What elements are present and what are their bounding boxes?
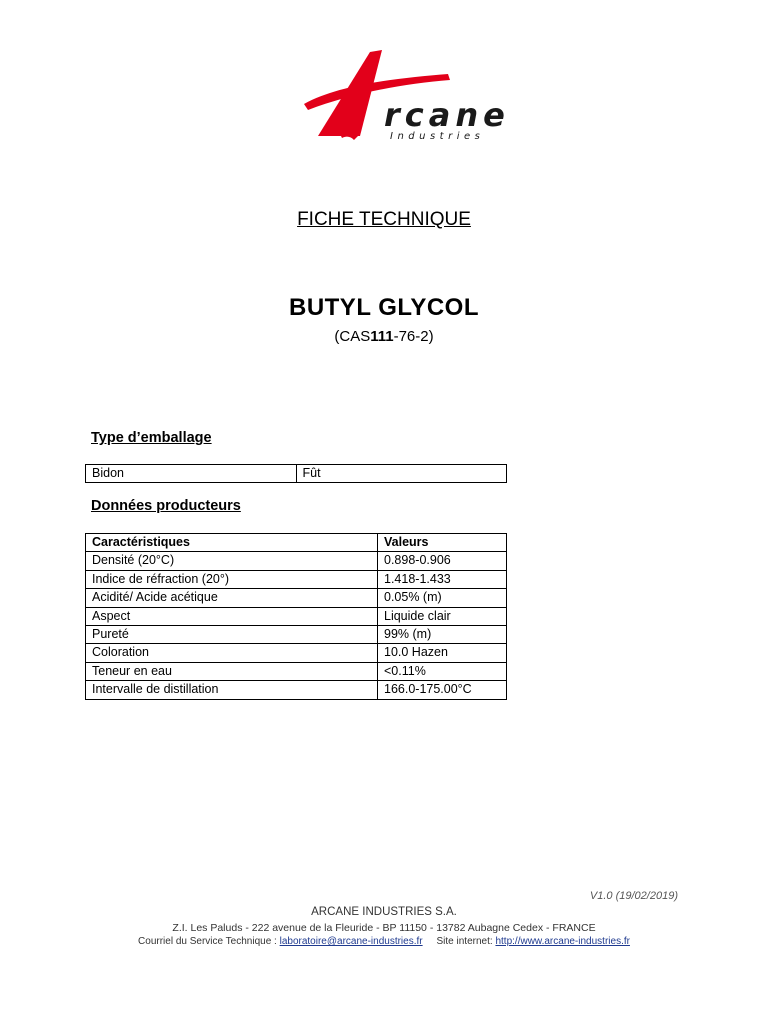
table-row: [86, 589, 507, 607]
packaging-table: [85, 464, 507, 483]
table-row: [86, 465, 507, 483]
footer-address: Z.I. Les Paluds - 222 avenue de la Fleuride - BP 11150 - 13782 Aubagne Cedex - FRANCE: [172, 922, 596, 934]
property-value: 0.05% (m): [378, 589, 507, 607]
producer-data-table: [85, 533, 507, 700]
property-value: Liquide clair: [378, 607, 507, 625]
cas-prefix: (CAS: [334, 328, 371, 345]
property-name: Intervalle de distillation: [86, 681, 378, 699]
property-value: 10.0 Hazen: [378, 644, 507, 662]
property-name: Acidité/ Acide acétique: [86, 589, 378, 607]
sheet-title: FICHE TECHNIQUE: [297, 209, 471, 230]
table-row: [86, 644, 507, 662]
table-row: [86, 626, 507, 644]
packaging-section-title: Type d’emballage: [91, 430, 212, 446]
property-name: Aspect: [86, 607, 378, 625]
table-row: [86, 662, 507, 680]
arcane-industries-logo: [300, 44, 510, 142]
logo-brand-text: rcane: [384, 96, 510, 134]
website-link[interactable]: http://www.arcane-industries.fr: [495, 936, 630, 947]
table-row: [86, 570, 507, 588]
site-label: Site internet:: [436, 936, 493, 947]
contact-label: Courriel du Service Technique :: [138, 936, 277, 947]
version-label: V1.0 (19/02/2019): [589, 890, 678, 902]
column-header: Caractéristiques: [86, 534, 378, 552]
producer-data-section-title: Données producteurs: [91, 498, 241, 514]
property-name: Densité (20°C): [86, 552, 378, 570]
table-header-row: [86, 534, 507, 552]
property-value: 166.0-175.00°C: [378, 681, 507, 699]
property-value: 99% (m): [378, 626, 507, 644]
property-name: Indice de réfraction (20°): [86, 570, 378, 588]
property-value: 1.418-1.433: [378, 570, 507, 588]
cas-number: [0, 328, 768, 345]
footer-contact: [0, 936, 768, 947]
property-name: Teneur en eau: [86, 662, 378, 680]
property-name: Pureté: [86, 626, 378, 644]
packaging-option: Bidon: [86, 465, 297, 483]
table-row: [86, 607, 507, 625]
footer-company: ARCANE INDUSTRIES S.A.: [311, 906, 457, 918]
logo-sub-text: Industries: [390, 131, 485, 142]
product-name: BUTYL GLYCOL: [288, 294, 480, 321]
property-value: 0.898-0.906: [378, 552, 507, 570]
cas-bold: 111: [370, 328, 394, 345]
property-name: Coloration: [86, 644, 378, 662]
table-row: [86, 552, 507, 570]
email-link[interactable]: laboratoire@arcane-industries.fr: [279, 936, 423, 947]
cas-suffix: -76-2): [393, 328, 434, 345]
column-header: Valeurs: [378, 534, 507, 552]
table-row: [86, 681, 507, 699]
property-value: <0.11%: [378, 662, 507, 680]
packaging-option: Fût: [296, 465, 507, 483]
